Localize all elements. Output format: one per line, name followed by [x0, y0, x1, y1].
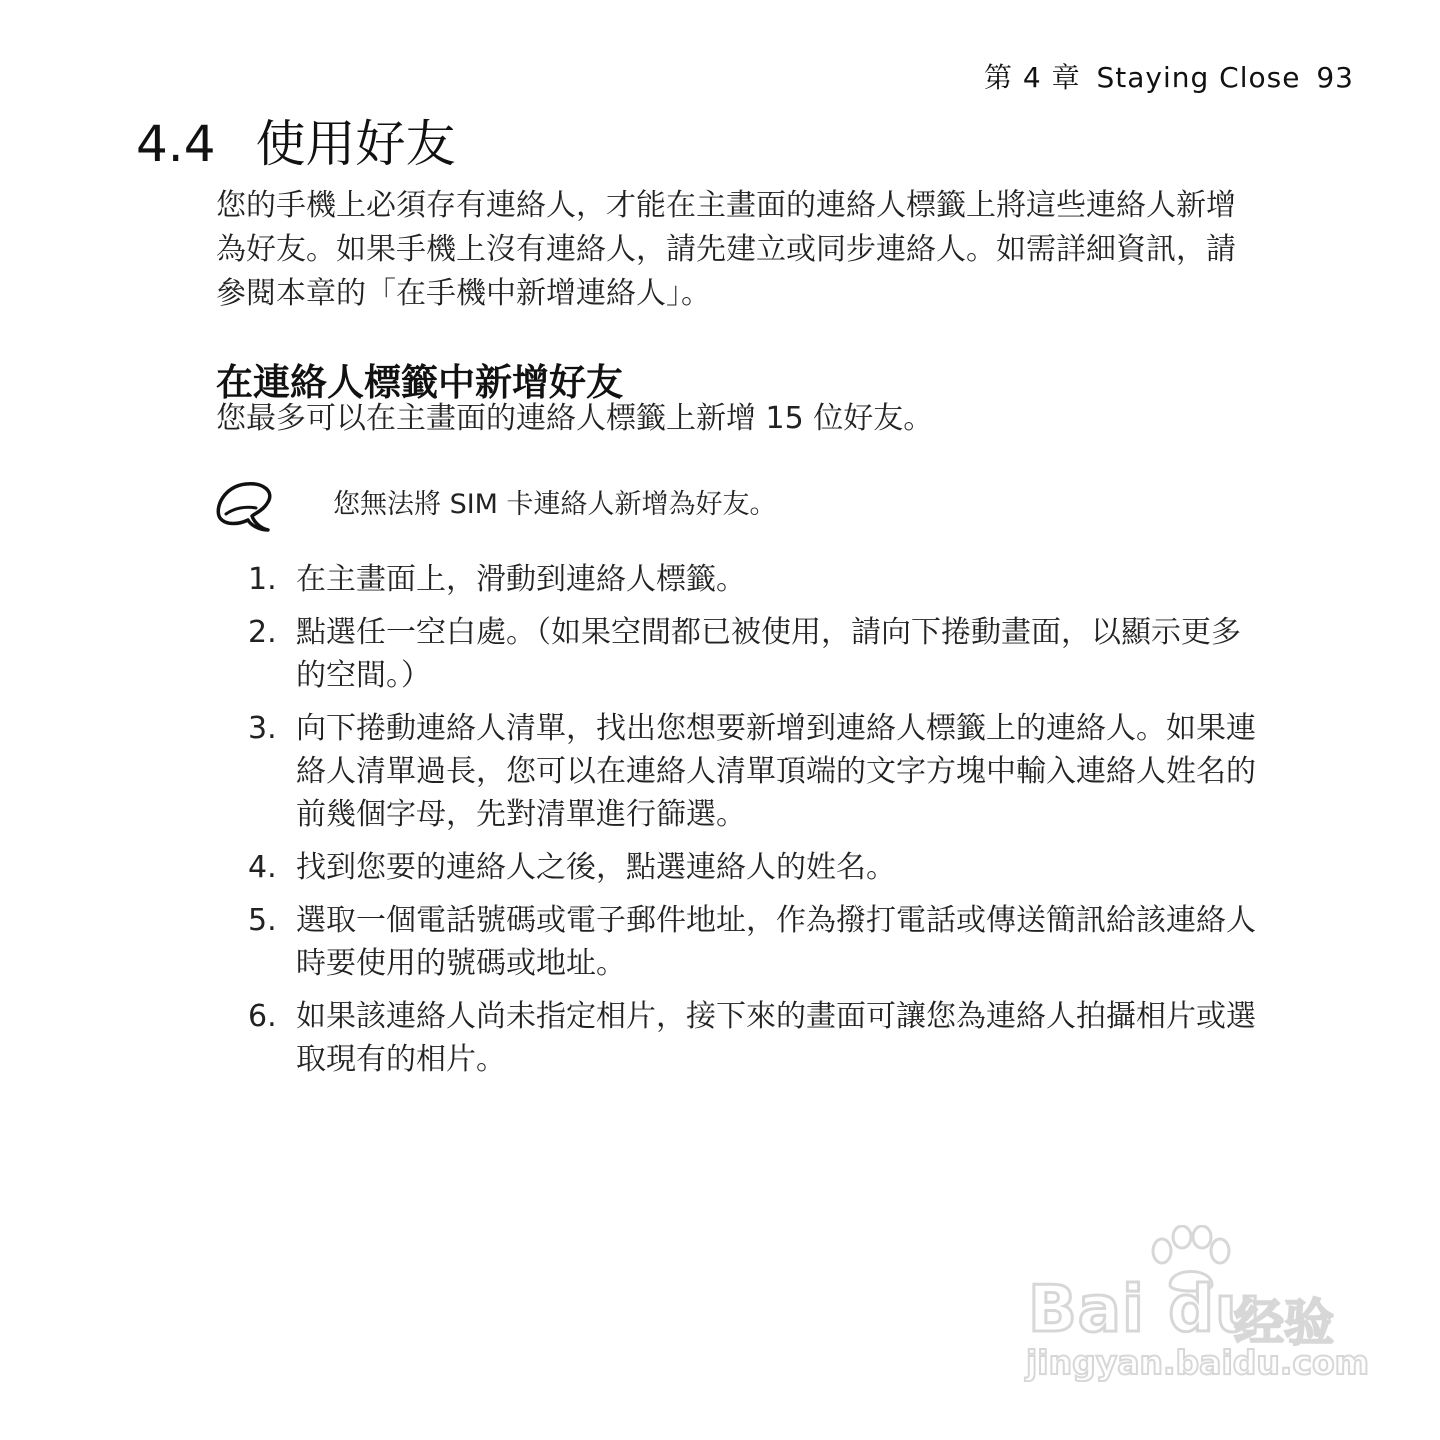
step-text: [296, 846, 1332, 889]
chapter-title: Staying Close: [1096, 61, 1301, 94]
step-text: [296, 995, 1332, 1081]
step-line: 如果該連絡人尚未指定相片，接下來的畫面可讓您為連絡人拍攝相片或選: [296, 999, 1256, 1034]
step-line: 取現有的相片。: [296, 1042, 506, 1077]
step-number: 6.: [248, 999, 277, 1034]
step-text: [296, 611, 1332, 697]
subsection-heading: 在連絡人標籤中新增好友: [216, 361, 623, 404]
step-number: 2.: [248, 615, 277, 650]
step-number: 3.: [248, 711, 277, 746]
step-number: 4.: [248, 850, 277, 885]
chapter-label: 第 4 章: [983, 61, 1081, 94]
list-item: [248, 558, 1332, 601]
list-item: [248, 611, 1332, 697]
section-title: [136, 104, 456, 176]
step-line: 向下捲動連絡人清單，找出您想要新增到連絡人標籤上的連絡人。如果連: [296, 711, 1256, 746]
page-number: 93: [1316, 61, 1354, 94]
baidu-watermark: [1020, 1225, 1370, 1390]
section-title-text: 使用好友: [255, 115, 456, 173]
intro-line: 您的手機上必須存有連絡人，才能在主畫面的連絡人標籤上將這些連絡人新增: [216, 188, 1236, 223]
list-item: [248, 899, 1332, 985]
step-text: [296, 558, 1332, 601]
step-text: [296, 707, 1332, 836]
intro-line: 參閱本章的「在手機中新增連絡人」。: [216, 276, 711, 311]
step-line: 選取一個電話號碼或電子郵件地址，作為撥打電話或傳送簡訊給該連絡人: [296, 903, 1256, 938]
intro-line: 為好友。如果手機上沒有連絡人，請先建立或同步連絡人。如需詳細資訊，請: [216, 232, 1236, 267]
step-text: [296, 899, 1332, 985]
step-number: 5.: [248, 903, 277, 938]
watermark-brand: Bai du: [1028, 1273, 1262, 1347]
step-line: 在主畫面上，滑動到連絡人標籤。: [296, 562, 746, 597]
list-item: [248, 995, 1332, 1081]
watermark-url: jingyan.baidu.com: [1026, 1343, 1370, 1382]
watermark-jingyan: 经验: [1234, 1294, 1334, 1352]
step-line: 找到您要的連絡人之後，點選連絡人的姓名。: [296, 850, 896, 885]
step-line: 點選任一空白處。（如果空間都已被使用，請向下捲動畫面，以顯示更多: [296, 615, 1241, 650]
page-header: [978, 56, 1354, 96]
steps-list: [248, 558, 1332, 1091]
step-number: 1.: [248, 562, 277, 597]
subsection-text: 您最多可以在主畫面的連絡人標籤上新增 15 位好友。: [216, 401, 934, 436]
note-text: 您無法將 SIM 卡連絡人新增為好友。: [333, 489, 777, 520]
section-number: 4.4: [136, 115, 216, 173]
step-line: 時要使用的號碼或地址。: [296, 946, 626, 981]
list-item: [248, 846, 1332, 889]
intro-paragraph: [216, 184, 1332, 316]
list-item: [248, 707, 1332, 836]
note-speech-bubble-icon: [212, 478, 276, 534]
step-line: 的空間。）: [296, 658, 431, 693]
step-line: 前幾個字母，先對清單進行篩選。: [296, 797, 746, 832]
step-line: 絡人清單過長，您可以在連絡人清單頂端的文字方塊中輸入連絡人姓名的: [296, 754, 1256, 789]
